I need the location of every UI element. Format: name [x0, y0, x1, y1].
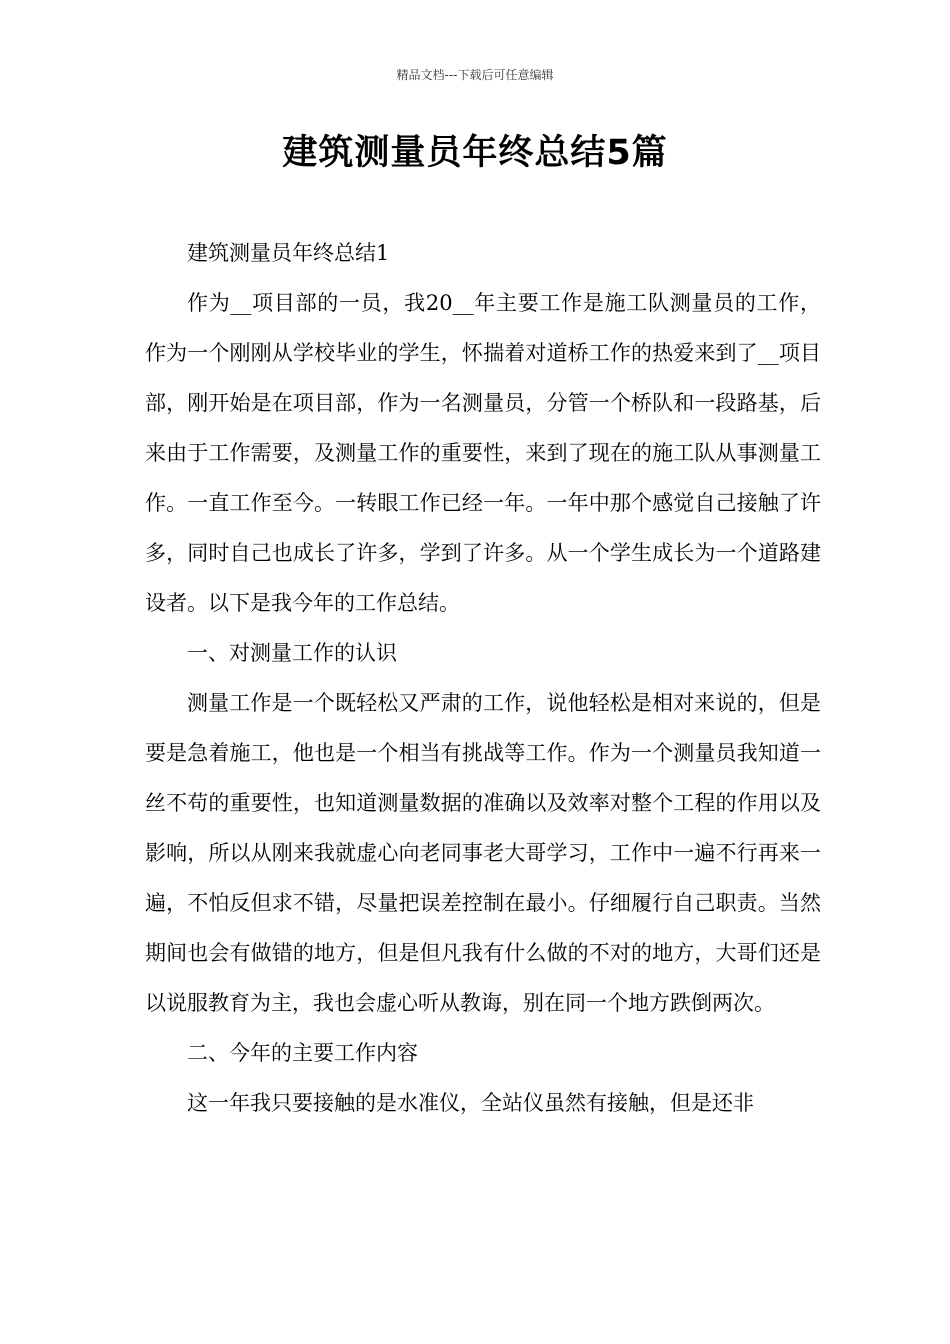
document-body	[145, 228, 821, 1128]
document-title: 建筑测量员年终总结5篇	[282, 133, 668, 173]
paragraph-understanding: 测量工作是一个既轻松又严肃的工作，说他轻松是相对来说的，但是要是急着施工，他也是一个相当有挑战等工作。作为一个测量员我知道一丝不苟的重要性，也知道测量数据的准确以及效率对整个工程的作用以及影响，所以从刚来我就虚心向老同事老大哥学习，工作中一遍不行再来一遍，不怕反但求不错，尽量把误差控制在最小。仔细履行自己职责。当然期间也会有做错的地方，但是但凡我有什么做的不对的地方，大哥们还是以说服教育为主，我也会虚心听从教诲，别在同一个地方跌倒两次。	[145, 691, 821, 1015]
section-heading-summary-1: 建筑测量员年终总结1	[187, 241, 390, 265]
paragraph-main-work: 这一年我只要接触的是水准仪，全站仪虽然有接触，但是还非	[187, 1091, 754, 1115]
section-heading-main-work: 二、今年的主要工作内容	[187, 1041, 418, 1065]
paragraph-introduction: 作为__项目部的一员，我20__年主要工作是施工队测量员的工作，作为一个刚刚从学校毕业的学生，怀揣着对道桥工作的热爱来到了__项目部，刚开始是在项目部，作为一名测量员，分管一个桥队和一段路基，后来由于工作需要，及测量工作的重要性，来到了现在的施工队从事测量工作。一直工作至今。一转眼工作已经一年。一年中那个感觉自己接触了许多，同时自己也成长了许多，学到了许多。从一个学生成长为一个道路建设者。以下是我今年的工作总结。	[145, 291, 821, 615]
section-heading-understanding: 一、对测量工作的认识	[187, 641, 397, 665]
document-header-note: 精品文档---下载后可任意编辑	[396, 68, 554, 82]
